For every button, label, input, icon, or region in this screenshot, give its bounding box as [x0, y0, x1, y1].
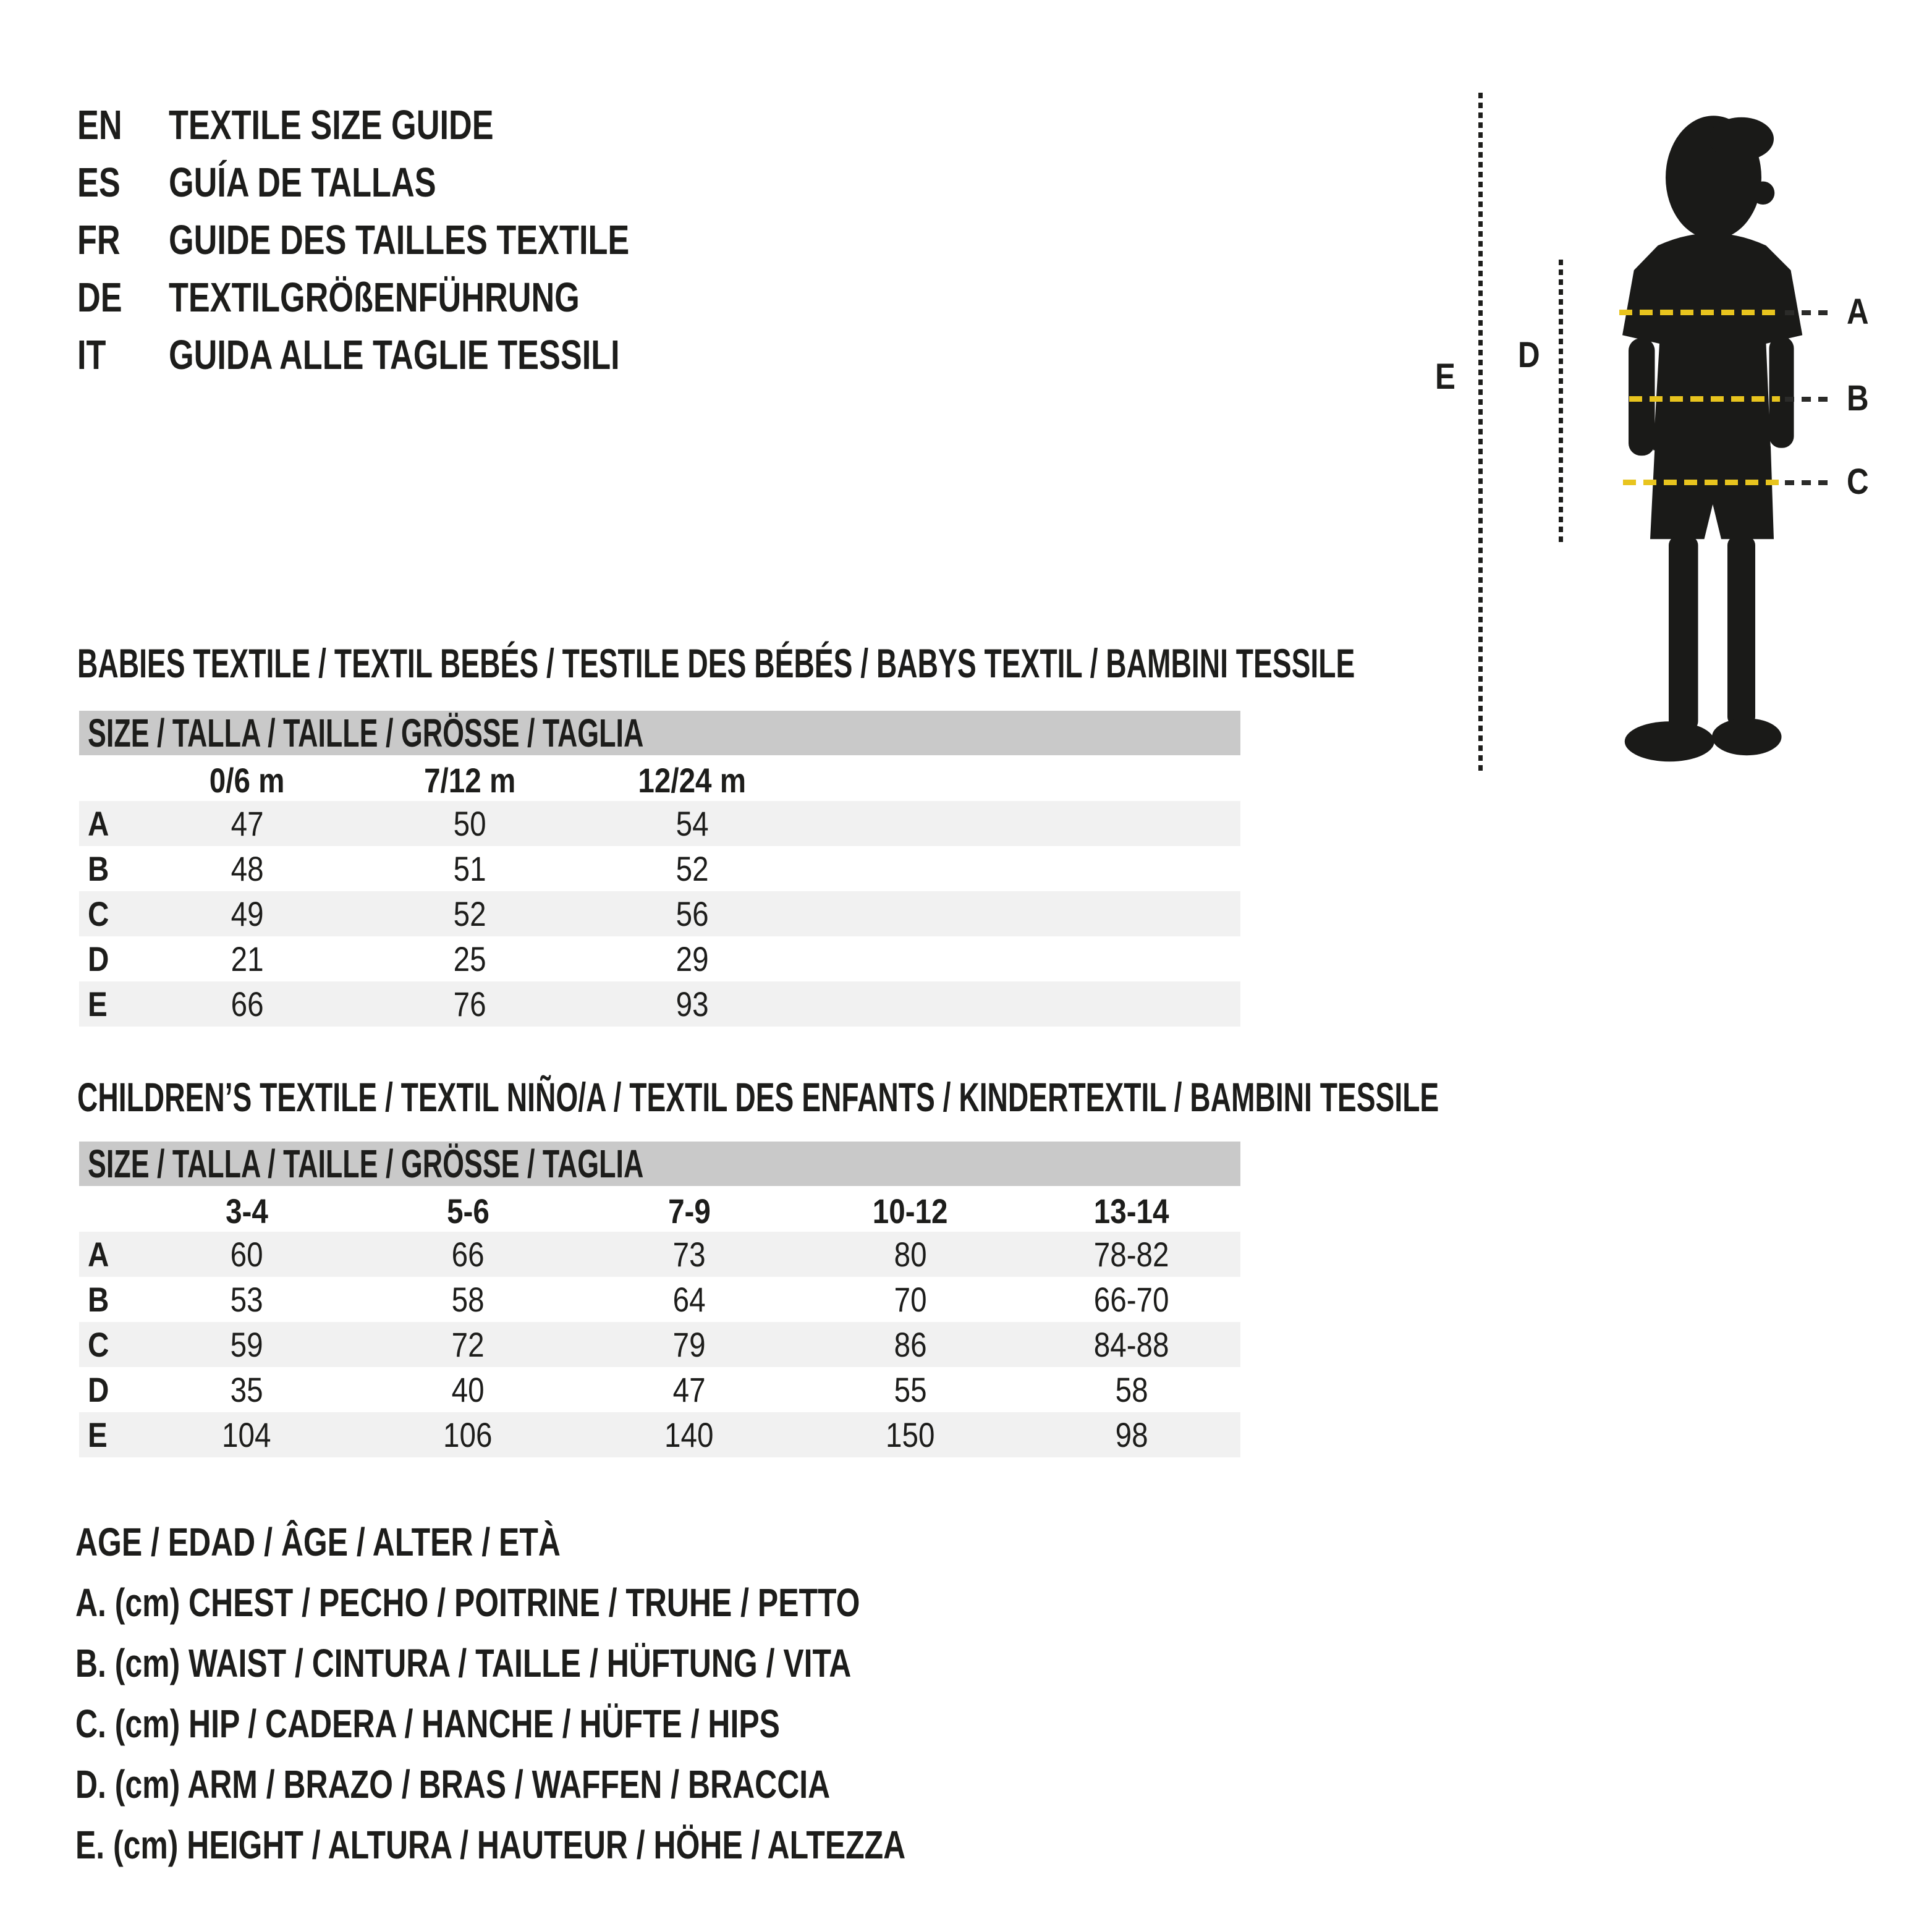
value-cell: 52	[453, 894, 486, 933]
value-cell: 150	[886, 1415, 935, 1454]
measurement-legend	[75, 1512, 1140, 1875]
value-cell: 76	[453, 985, 486, 1023]
language-row	[77, 211, 759, 269]
measure-label-c: C	[1847, 462, 1869, 502]
babies-size-header-bar: SIZE / TALLA / TAILLE / GRÖSSE / TAGLIA	[79, 711, 1240, 755]
title-language-block	[77, 96, 759, 384]
babies-size-table	[79, 711, 1240, 1029]
measure-label-a: A	[1847, 292, 1869, 332]
language-code: IT	[77, 332, 106, 378]
silhouette-shorts	[1650, 446, 1774, 539]
value-cell: 140	[664, 1415, 714, 1454]
children-rows	[79, 1232, 1240, 1457]
value-cell: 66	[451, 1235, 485, 1274]
value-cell: 106	[443, 1415, 493, 1454]
value-cell: 80	[894, 1235, 927, 1274]
babies-section-heading: BABIES TEXTILE / TEXTIL BEBÉS / TESTILE DES BÉBÉS / BABYS TEXTIL / BAMBINI TESSILE	[77, 640, 1355, 686]
value-cell: 54	[676, 804, 709, 843]
silhouette-ear	[1752, 182, 1775, 205]
row-label: C	[88, 1325, 109, 1364]
measure-label-b: B	[1847, 378, 1869, 418]
silhouette-left-leg	[1669, 536, 1698, 731]
value-cell: 48	[231, 849, 264, 888]
value-cell: 47	[231, 804, 264, 843]
value-cell: 104	[222, 1415, 271, 1454]
language-row	[77, 96, 759, 154]
value-cell: 35	[230, 1370, 263, 1409]
value-cell: 21	[231, 939, 264, 978]
table-row	[79, 981, 1240, 1027]
value-cell: 47	[672, 1370, 706, 1409]
children-section-heading: CHILDREN’S TEXTILE / TEXTIL NIÑO/A / TEXTIL DES ENFANTS / KINDERTEXTIL / BAMBINI TESSILE	[77, 1074, 1439, 1120]
legend-line: B. (cm) WAIST / CINTURA / TAILLE / HÜFTUNG / VITA	[75, 1641, 852, 1685]
value-cell: 84-88	[1094, 1325, 1169, 1364]
value-cell: 64	[672, 1280, 706, 1319]
value-cell: 73	[672, 1235, 706, 1274]
row-label: D	[88, 1370, 109, 1409]
language-code: ES	[77, 159, 121, 206]
table-row	[79, 1412, 1240, 1457]
column-header: 10-12	[873, 1192, 948, 1231]
legend-line: D. (cm) ARM / BRAZO / BRAS / WAFFEN / BRACCIA	[75, 1762, 831, 1807]
language-row	[77, 154, 759, 211]
value-cell: 53	[230, 1280, 263, 1319]
chest-measure-line-a-yellow	[1619, 310, 1780, 315]
value-cell: 66-70	[1094, 1280, 1169, 1319]
table-row	[79, 1232, 1240, 1277]
guide-title: GUIDA ALLE TAGLIE TESSILI	[169, 332, 620, 378]
row-label: A	[88, 1235, 109, 1274]
row-label: E	[88, 1415, 108, 1454]
row-label: B	[88, 1280, 109, 1319]
waist-measure-line-b-yellow	[1629, 396, 1780, 402]
table-row	[79, 846, 1240, 891]
silhouette-right-leg	[1727, 536, 1755, 726]
value-cell: 93	[676, 985, 709, 1023]
value-cell: 72	[451, 1325, 485, 1364]
column-header: 7/12 m	[423, 761, 516, 800]
row-label: C	[88, 894, 109, 933]
table-row	[79, 801, 1240, 846]
table-row	[79, 1277, 1240, 1322]
legend-line: E. (cm) HEIGHT / ALTURA / HAUTEUR / HÖHE / ALTEZZA	[75, 1823, 906, 1867]
measure-label-e: E	[1435, 357, 1455, 397]
children-column-headers	[79, 1191, 1240, 1231]
silhouette-left-shoe	[1625, 721, 1714, 761]
language-code: FR	[77, 217, 121, 263]
value-cell: 25	[453, 939, 486, 978]
column-header: 3-4	[225, 1192, 268, 1231]
column-header: 5-6	[446, 1192, 489, 1231]
value-cell: 51	[453, 849, 486, 888]
guide-title: TEXTILGRÖßENFÜHRUNG	[169, 274, 580, 321]
guide-title: GUIDE DES TAILLES TEXTILE	[169, 217, 630, 263]
value-cell: 29	[676, 939, 709, 978]
hip-measure-line-c-yellow	[1623, 480, 1780, 485]
language-code: EN	[77, 102, 122, 148]
chest-measure-line-a-dark	[1785, 310, 1831, 315]
guide-title: GUÍA DE TALLAS	[169, 159, 436, 206]
children-size-header-bar: SIZE / TALLA / TAILLE / GRÖSSE / TAGLIA	[79, 1142, 1240, 1186]
column-header: 12/24 m	[638, 761, 747, 800]
measure-label-d: D	[1518, 335, 1540, 375]
value-cell: 78-82	[1094, 1235, 1169, 1274]
row-label: B	[88, 849, 109, 888]
legend-line: A. (cm) CHEST / PECHO / POITRINE / TRUHE / PETTO	[75, 1580, 860, 1625]
value-cell: 58	[451, 1280, 485, 1319]
language-code: DE	[77, 274, 122, 321]
value-cell: 79	[672, 1325, 706, 1364]
silhouette-hair	[1709, 117, 1774, 161]
language-row	[77, 269, 759, 326]
value-cell: 55	[894, 1370, 927, 1409]
value-cell: 60	[230, 1235, 263, 1274]
guide-title: TEXTILE SIZE GUIDE	[169, 102, 494, 148]
column-header: 0/6 m	[210, 761, 285, 800]
table-row	[79, 936, 1240, 981]
arm-measure-line-d	[1559, 260, 1563, 545]
column-header: 7-9	[667, 1192, 711, 1231]
value-cell: 66	[231, 985, 264, 1023]
value-cell: 49	[231, 894, 264, 933]
hip-measure-line-c-dark	[1785, 480, 1831, 485]
column-header: 13-14	[1094, 1192, 1169, 1231]
babies-rows	[79, 801, 1240, 1027]
table-row	[79, 1367, 1240, 1412]
value-cell: 59	[230, 1325, 263, 1364]
value-cell: 58	[1115, 1370, 1148, 1409]
value-cell: 98	[1115, 1415, 1148, 1454]
legend-line: C. (cm) HIP / CADERA / HANCHE / HÜFTE / HIPS	[75, 1701, 780, 1746]
value-cell: 86	[894, 1325, 927, 1364]
value-cell: 70	[894, 1280, 927, 1319]
children-size-table	[79, 1142, 1240, 1460]
row-label: D	[88, 939, 109, 978]
legend-line: AGE / EDAD / ÂGE / ALTER / ETÀ	[75, 1520, 561, 1564]
babies-column-headers	[79, 760, 1240, 800]
row-label: E	[88, 985, 108, 1023]
table-row	[79, 891, 1240, 936]
value-cell: 50	[453, 804, 486, 843]
value-cell: 52	[676, 849, 709, 888]
waist-measure-line-b-dark	[1785, 397, 1831, 402]
silhouette-right-shoe	[1712, 718, 1782, 755]
language-row	[77, 326, 759, 384]
table-row	[79, 1322, 1240, 1367]
silhouette-right-arm	[1769, 337, 1794, 448]
value-cell: 56	[676, 894, 709, 933]
value-cell: 40	[451, 1370, 485, 1409]
row-label: A	[88, 804, 109, 843]
